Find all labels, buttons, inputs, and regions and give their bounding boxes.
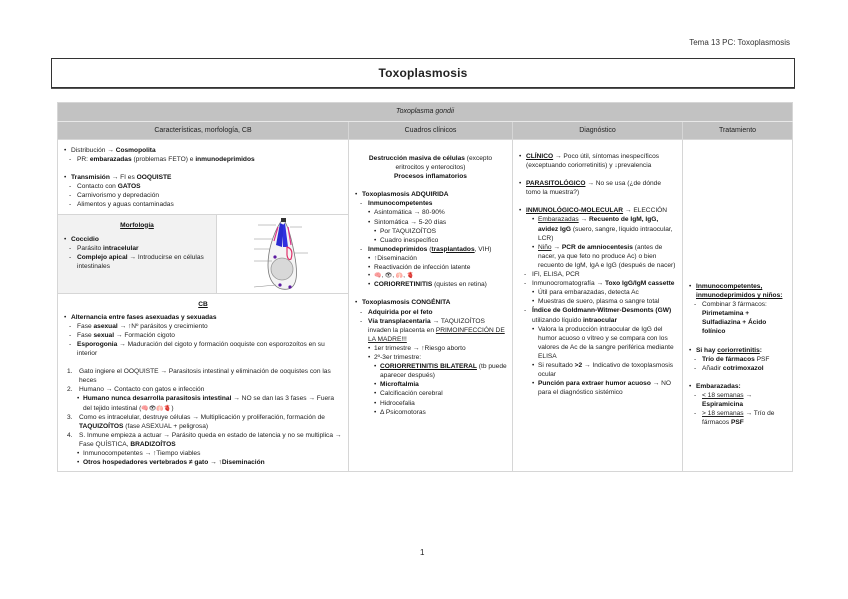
transmision-carnivorismo: - Carnivorismo y depredación [63,191,343,200]
column-header-diagnostico: Diagnóstico [513,122,683,140]
cb-step-4-sub-1: • Inmunocompetentes → ↑Tiempo viables [63,449,343,458]
inmunocompetentes-item: - Inmunocompetentes [354,199,507,208]
cuadros-clinicos-cell [349,140,513,472]
reactivacion-item: • Reactivación de infección latente [354,263,507,272]
coriorretinitis-item: • CORIORRETINITIS (quistes en retina) [354,280,507,289]
transmision-item: • Transmisión → FI es OOQUISTE [63,173,343,182]
pr-item: - PR: embarazadas (problemas FETO) e inmunodeprimidos [63,155,343,164]
grupo-general-item: • Inmunocompetentes, inmunodeprimidos y niños: [688,282,787,300]
transmision-alimentos: - Alimentos y aguas contaminadas [63,200,343,209]
adquirida-item: • Toxoplasmosis ADQUIRIDA [354,190,507,199]
util-embarazadas-item: • Útil para embarazadas, detecta Ac [518,288,677,297]
diagnostico-cell [513,140,683,472]
cb-step-1: 1. Gato ingiere el OOQUISTE → Parasitosis intestinal y eliminación de ooquistes con las heces [67,368,331,385]
column-header-cuadros: Cuadros clínicos [349,122,513,140]
microftalmia-item: • Microftalmia [354,380,507,389]
column-header-caracteristicas: Características, morfología, CB [58,122,349,140]
complejo-apical-item: - Complejo apical → Introducirse en células intestinales [63,253,211,271]
toxoplasmosis-table [57,102,793,472]
sintomatica-item: • Sintomática → 5-20 días [354,218,507,227]
inmunodeprimidos-item: - Inmunodeprimidos (trasplantados, VIH) [354,245,507,254]
alternancia-item: • Alternancia entre fases asexuadas y sexuadas [63,313,343,322]
corio-bilateral-item: • CORIORRETINITIS BILATERAL (tb puede aparecer después) [354,362,507,380]
asintomatica-item: • Asintomática → 80-90% [354,208,507,217]
menor-18-item: - < 18 semanas → Espiramicina [688,391,787,409]
cb-step-4-sub-2: • Otros hospedadores vertebrados ≠ gato → ↑Diseminación [63,458,343,467]
transmision-gatos: - Contacto con GATOS [63,182,343,191]
inmunocromatografia-item: - Inmunocromatografía → Toxo IgG/IgM cassette [518,279,677,288]
procesos-inflamatorios: Procesos inflamatorios [394,173,467,181]
caracteristicas-cell [58,140,349,472]
distribucion-item: • Distribución → Cosmopolita [63,146,343,155]
morfologia-subtable [58,214,348,294]
fase-asexual-item: - Fase asexual → ↑Nº parásitos y crecimiento [63,322,343,331]
document-title [51,58,795,88]
adquirida-feto-item: - Adquirida por el feto [354,308,507,317]
via-transplacentaria-item: - Vía transplacentaria → TAQUIZOÍTOS invaden la placenta en PRIMOINFECCIÓN DE LA MADRE!!! [354,317,507,344]
cb-block [58,294,348,472]
psicomotoras-item: • Δ Psicomotoras [354,408,507,417]
page-number: 1 [420,548,425,557]
inmunologico-item: • INMUNOLÓGICO-MOLECULAR → ELECCIÓN [518,206,677,215]
fase-sexual-item: - Fase sexual → Formación cigoto [63,331,343,340]
hidrocefalia-item: • Hidrocefalia [354,399,507,408]
running-header: Tema 13 PC: Toxoplasmosis [689,38,790,47]
trimestre-1-item: • 1er trimestre → ↑Riesgo aborto [354,344,507,353]
coccidio-item: • Coccidio [63,235,211,244]
puncion-item: • Punción para extraer humor acuoso → NO para el diagnóstico sistémico [518,379,677,397]
cb-step-2: 2. Humano → Contacto con gatos e infección [67,386,205,394]
parasite-diagram-icon [238,217,328,293]
diseminacion-item: • ↑Diseminación [354,254,507,263]
mayor-18-item: - > 18 semanas → Trío de fármacos PSF [688,409,787,427]
por-taquizoitos-item: • Por TAQUIZOÍTOS [354,227,507,236]
tratamiento-cell [683,140,793,472]
morfologia-title: Morfología [120,221,154,229]
embarazadas-diag-item: • Embarazadas → Recuento de IgM, IgG, avidez IgG (suero, sangre, líquido intraocular, LCR) [518,215,677,242]
cb-title: CB [198,300,208,308]
ifi-elisa-pcr-item: - IFI, ELISA, PCR [518,270,677,279]
si-resultado-item: • Si resultado >2 → Indicativo de toxoplasmosis ocular [518,361,677,379]
indice-gw-item: - Índice de Goldmann-Witmer-Desmonts (GW) utilizando líquido intraocular [518,306,677,324]
table-super-header: Toxoplasma gondii [58,103,793,122]
organ-icons: 🧠👁🫁🫀 [141,405,172,412]
cotrimoxazol-item: - Añadir cotrimoxazol [688,364,787,373]
organ-emoji-item: • 🧠, 👁, 🫁, 🫀 [354,272,507,280]
trio-farmacos-item: - Trío de fármacos PSF [688,355,787,364]
nino-diag-item: • Niño → PCR de amniocentesis (antes de nacer, ya que feto no produce Ac) o bien recuento de IgM, IgA e IgG (después de nacer) [518,243,677,270]
title-text: Toxoplasmosis [378,66,468,80]
muestras-item: • Muestras de suero, plasma o sangre total [518,297,677,306]
valora-item: • Valora la producción intraocular de IgG del humor acuoso o vítreo y se compara con los valores de Ac de la sangre periférica mediante ELISA [518,325,677,361]
combinar-item: - Combinar 3 fármacos: Pirimetamina + Sulfadiazina + Ácido folínico [688,300,787,336]
si-hay-corio-item: • Si hay coriorretinitis: [688,346,787,355]
esporogonia-item: - Esporogonia → Maduración del cigoto y formación ooquiste con esporozoítos en su interior [63,340,343,358]
trimestre-2-3-item: • 2º-3er trimestre: [354,353,507,362]
intracelular-item: - Parásito intracelular [63,244,211,253]
cuadro-inespecifico-item: • Cuadro inespecífico [354,236,507,245]
cb-step-3: 3. Como es intracelular, destruye células → Multiplicación y proliferación, formación de TAQUIZOÍTOS (fase ASEXUAL + peligrosa) [67,413,325,430]
embarazadas-trat-item: • Embarazadas: [688,382,787,391]
column-header-tratamiento: Tratamiento [683,122,793,140]
parasitologico-item: • PARASITOLÓGICO → No se usa (¿de dónde tomo la muestra?) [518,179,677,197]
cb-step-4: 4. S. Inmune empieza a actuar → Parásito queda en estado de latencia y no se multiplica → Fase QUÍSTICA, BRADIZOÍTOS [67,431,342,449]
apicomplexa-diagram-image [217,215,348,293]
cb-step-2-sub: • Humano nunca desarrolla parasitosis intestinal → NO se dan las 3 fases → Fuera del tejido intestinal (🧠👁🫁🫀) [63,394,343,412]
destruccion-intro: Destrucción masiva de células (excepto eritrocitos y enterocitos) [368,155,493,172]
clinico-item: • CLÍNICO → Poco útil, síntomas inespecíficos (exceptuando coriorretinitis) y ↓prevalencia [518,152,677,170]
congenita-item: • Toxoplasmosis CONGÉNITA [354,298,507,307]
distribucion-block [58,140,348,214]
calcificacion-item: • Calcificación cerebral [354,389,507,398]
morfologia-text [58,214,217,293]
